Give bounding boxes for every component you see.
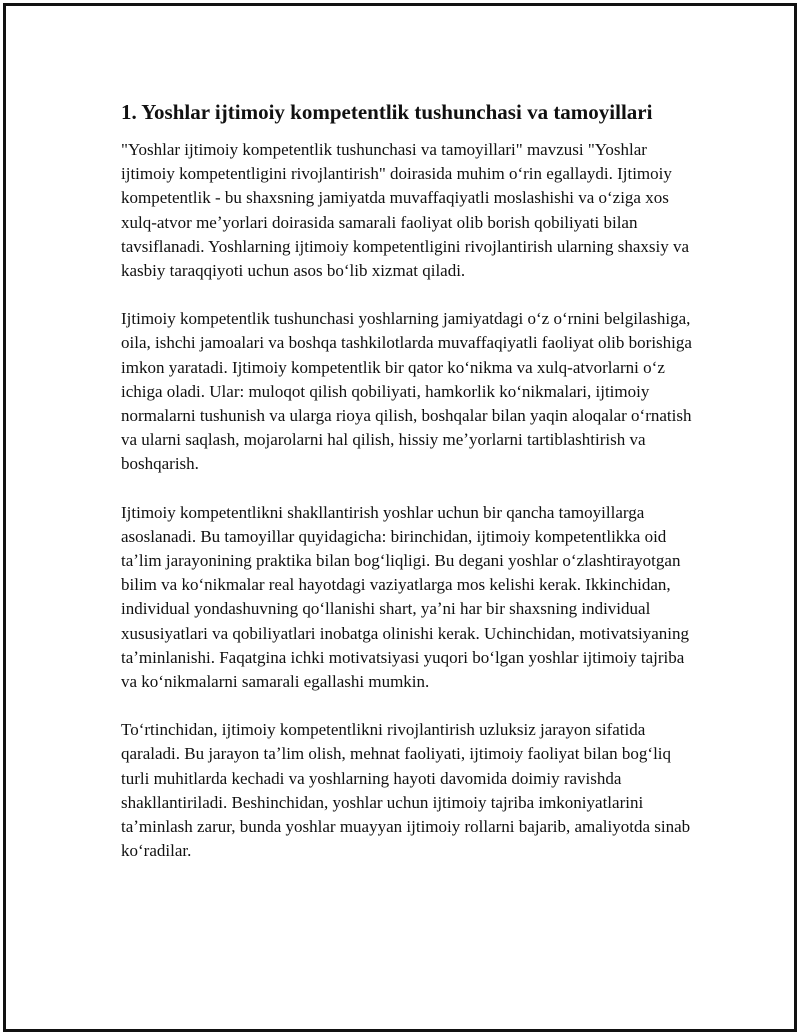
paragraph-3: Ijtimoiy kompetentlikni shakllantirish yoshlar uchun bir qancha tamoyillarga asoslanadi. Bu tamoyillar quyidagicha: birinchidan, ijtimoiy kompetentlikka oid taʼlim jarayonining praktika bilan bogʻliqligi. Bu degani yoshlar oʻzlashtirayotgan bilim va koʻnikmalar real hayotdagi vaziyatlarga mos kelishi kerak. Ikkinchidan, individual yondashuvning qoʻllanishi shart, yaʼni har bir shaxsning individual xususiyatlari va qobiliyatlari inobatga olinishi kerak. Uchinchidan, motivatsiyaning taʼminlanishi. Faqatgina ichki motivatsiyasi yuqori boʻlgan yoshlar ijtimoiy tajriba va koʻnikmalarni samarali egallashi mumkin. [121, 502, 689, 692]
document-body [121, 98, 701, 887]
page-frame [3, 3, 797, 1032]
paragraph-2: Ijtimoiy kompetentlik tushunchasi yoshlarning jamiyatdagi oʻz oʻrnini belgilashiga, oila, ishchi jamoalari va boshqa tashkilotlarda muvaffaqiyatli faoliyat olib borishiga imkon yaratadi. Ijtimoiy kompetentlik bir qator koʻnikma va xulq-atvorlarni oʻz ichiga oladi. Ular: muloqot qilish qobiliyati, hamkorlik koʻnikmalari, ijtimoiy normalarni tushunish va ularga rioya qilish, boshqalar bilan yaqin aloqalar oʻrnatish va ularni saqlash, mojarolarni hal qilish, hissiy meʼyorlarni tartiblashtirish va boshqarish. [121, 309, 692, 474]
paragraph-1: "Yoshlar ijtimoiy kompetentlik tushunchasi va tamoyillari" mavzusi "Yoshlar ijtimoiy kompetentligini rivojlantirish" doirasida muhim oʻrin egallaydi. Ijtimoiy kompetentlik - bu shaxsning jamiyatda muvaffaqiyatli moslashishi va oʻziga xos xulq-atvor meʼyorlari doirasida samarali faoliyat olib borish qobiliyati bilan tavsiflanadi. Yoshlarning ijtimoiy kompetentligini rivojlantirish ularning shaxsiy va kasbiy taraqqiyoti uchun asos boʻlib xizmat qiladi. [121, 140, 690, 281]
section-heading: 1. Yoshlar ijtimoiy kompetentlik tushunchasi va tamoyillari [121, 100, 653, 124]
paragraph-4: Toʻrtinchidan, ijtimoiy kompetentlikni rivojlantirish uzluksiz jarayon sifatida qaraladi. Bu jarayon taʼlim olish, mehnat faoliyati, ijtimoiy faoliyat bilan bogʻliq turli muhitlarda kechadi va yoshlarning hayoti davomida doimiy ravishda shakllantiriladi. Beshinchidan, yoshlar uchun ijtimoiy tajriba imkoniyatlarini taʼminlash zarur, bunda yoshlar muayyan ijtimoiy rollarni bajarib, amaliyotda sinab koʻradilar. [121, 720, 691, 861]
